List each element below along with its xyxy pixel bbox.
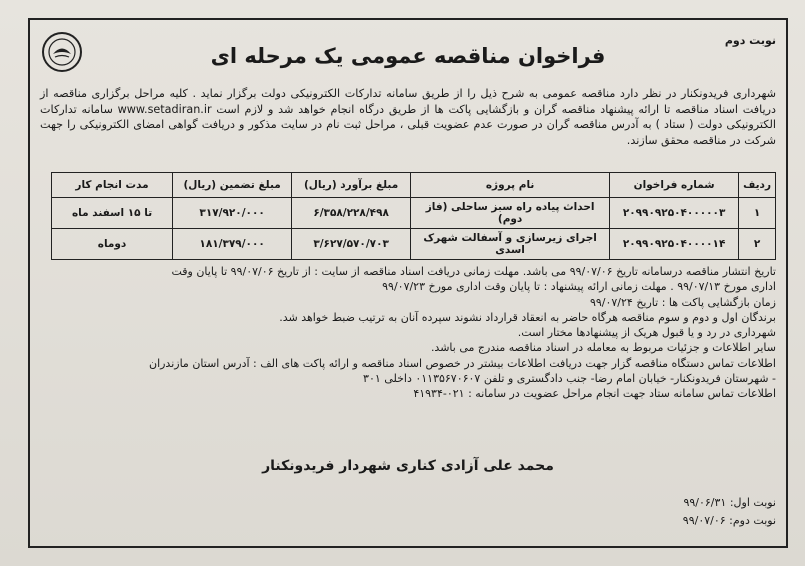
table-cell: اجرای زیرسازی و آسفالت شهرک اسدی [411,229,610,260]
detail-line: اطلاعات تماس دستگاه مناقصه گزار جهت دریافت اطلاعات بیشتر در خصوص اسناد مناقصه و ارائه پاکت های الف : آدرس استان مازندران [148,356,776,370]
table-cell: دوماه [52,229,173,260]
table-cell: ۶/۳۵۸/۲۲۸/۴۹۸ [292,198,411,229]
column-header: ردیف [739,173,776,198]
table-cell: ۳۱۷/۹۲۰/۰۰۰ [173,198,292,229]
table-cell: تا ۱۵ اسفند ماه [52,198,173,229]
tender-table [51,172,776,260]
column-header: مدت انجام کار [52,173,173,198]
table-row [52,229,776,260]
signature: محمد علی آزادی کناری شهردار فریدونکنار [262,458,554,474]
notice-title: فراخوان مناقصه عمومی یک مرحله ای [210,44,606,68]
column-header: مبلغ تضمین (ریال) [173,173,292,198]
round-label: نوبت دوم [724,34,776,47]
table-cell: ۲ [739,229,776,260]
table-cell: ۲۰۹۹۰۹۲۵۰۴۰۰۰۰۱۴ [610,229,739,260]
detail-line: اطلاعات تماس سامانه ستاد جهت انجام مراحل عضویت در سامانه : ۰۲۱-۴۱۹۳۴ [413,387,776,401]
detail-line: تاریخ انتشار مناقصه درسامانه تاریخ ۹۹/۰۷/۰۶ می باشد. مهلت زمانی دریافت اسناد مناقصه از سایت : از تاریخ ۹۹/۰۷/۰۶ تا پایان وقت [171,265,776,278]
detail-line: زمان بازگشایی پاکت ها : تاریخ ۹۹/۰۷/۲۴ [589,295,776,309]
intro-paragraph: شهرداری فریدونکنار در نظر دارد مناقصه عمومی به شرح ذیل را از طریق سامانه تدارکات الکترونیکی دولت برگزار نماید . کلیه مراحل برگزاری مناقصه از دریافت اسناد مناقصه تا ارائه پیشنهاد مناقصه گران و بازگشایی پاکت ها از طریق درگاه انجام خواهد شد و لازم است www.setadiran.ir سامانه تدارکات الکترونیکی دولت ( ستاد ) به آدرس مناقصه گران در صورت عدم عضویت قبلی ، مراحل ثبت نام در سایت مذکور و دریافت گواهی امضای الکترونیکی را جهت شرکت در مناقصه محقق سازند. [40,87,777,147]
detail-line: برندگان اول و دوم و سوم مناقصه هرگاه حاضر به انعقاد قرارداد نشوند سپرده آنان به ترتیب ضبط خواهد شد. [279,310,776,324]
detail-line: اداری مورخ ۹۹/۰۷/۱۳ . مهلت زمانی ارائه پیشنهاد : تا پایان وقت اداری مورخ ۹۹/۰۷/۲۳ [382,280,776,294]
table-header-row [52,173,776,198]
table-cell: ۱۸۱/۳۷۹/۰۰۰ [173,229,292,260]
table-cell: ۱ [739,198,776,229]
detail-line: سایر اطلاعات و جزئیات مربوط به معامله در اسناد مناقصه مندرج می باشد. [430,341,776,355]
detail-line: - شهرستان فریدونکنار- خیابان امام رضا- جنب دادگستری و تلفن ۰۱۱۳۵۶۷۰۶۰۷ داخلی ۳۰۱ [363,372,776,386]
table-row [52,198,776,229]
tender-notice-frame [28,18,788,548]
column-header: شماره فراخوان [610,173,739,198]
column-header: نام پروژه [411,173,610,198]
table-cell: ۲۰۹۹۰۹۲۵۰۴۰۰۰۰۰۳ [610,198,739,229]
publication-dates [683,494,776,530]
table-cell: احداث پیاده راه سبز ساحلی (فاز دوم) [411,198,610,229]
column-header: مبلغ برآورد (ریال) [292,173,411,198]
second-round-date: نوبت دوم: ۹۹/۰۷/۰۶ [682,514,776,527]
details-section [40,264,776,402]
first-round-date: نوبت اول: ۹۹/۰۶/۳۱ [683,496,776,509]
table-cell: ۳/۶۲۷/۵۷۰/۷۰۳ [292,229,411,260]
detail-line: شهرداری در رد و یا قبول هریک از پیشنهادها مختار است. [517,326,776,340]
